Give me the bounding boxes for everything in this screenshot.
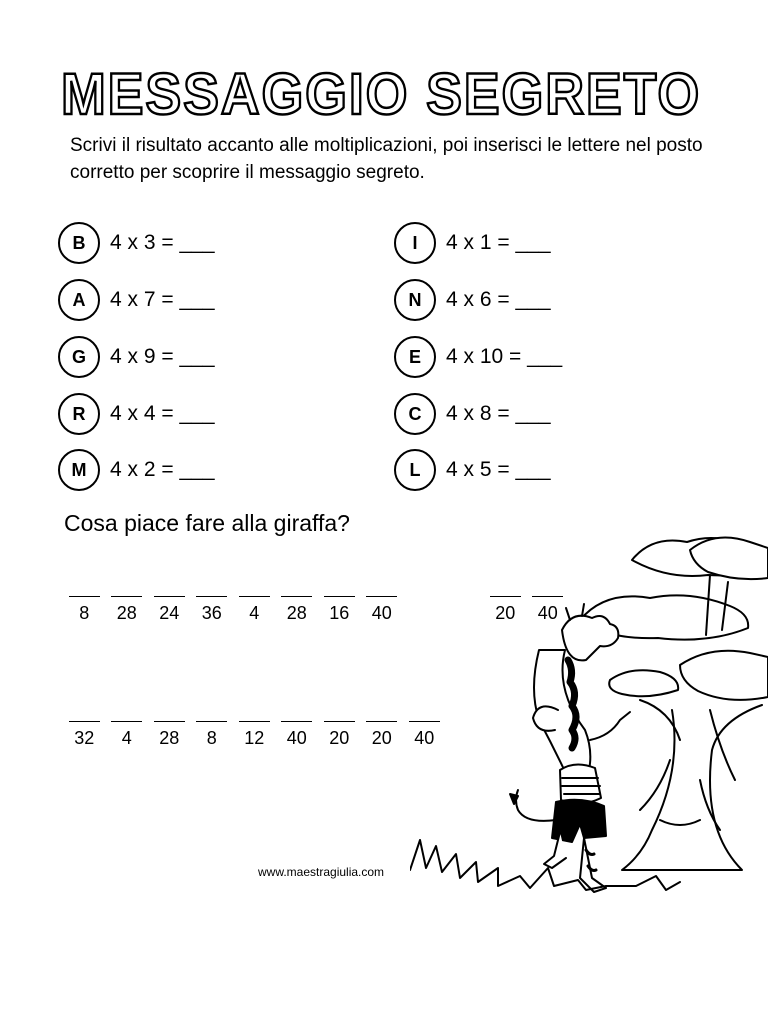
letter-slot[interactable]	[318, 721, 361, 749]
exercise-equation[interactable]: 4 x 3 = ___	[110, 231, 215, 254]
letter-circle: B	[58, 222, 100, 264]
slot-number: 28	[286, 603, 307, 623]
exercise-row	[394, 449, 551, 491]
letter-circle: G	[58, 336, 100, 378]
slot-number: 20	[495, 603, 516, 623]
exercise-equation[interactable]: 4 x 6 = ___	[446, 288, 551, 311]
exercise-row	[394, 222, 551, 264]
letter-slot[interactable]	[191, 596, 234, 624]
letter-slot[interactable]	[148, 596, 191, 624]
exercise-row	[394, 393, 551, 435]
giraffe-tree-illustration	[410, 520, 768, 900]
question-text: Cosa piace fare alla giraffa?	[64, 510, 350, 536]
slot-number: 28	[116, 603, 137, 623]
letter-slot[interactable]	[106, 721, 149, 749]
page-title	[56, 62, 706, 122]
giraffe-tree-icon	[410, 520, 768, 900]
letter-slot[interactable]	[276, 596, 319, 624]
slot-number: 40	[286, 728, 307, 748]
slot-number: 20	[329, 728, 350, 748]
exercise-row	[58, 222, 215, 264]
exercise-row	[58, 449, 215, 491]
svg-text:MESSAGGIO SEGRETO: MESSAGGIO SEGRETO	[61, 62, 701, 122]
exercise-equation[interactable]: 4 x 2 = ___	[110, 458, 215, 481]
slot-number: 8	[79, 603, 90, 623]
letter-slot[interactable]	[361, 721, 404, 749]
exercise-equation[interactable]: 4 x 7 = ___	[110, 288, 215, 311]
message-word-3	[63, 721, 446, 749]
slot-number: 16	[329, 603, 350, 623]
exercise-equation[interactable]: 4 x 10 = ___	[446, 345, 563, 368]
letter-circle: M	[58, 449, 100, 491]
letter-slot[interactable]	[63, 596, 106, 624]
letter-slot[interactable]	[191, 721, 234, 749]
slot-number: 20	[371, 728, 392, 748]
slot-number: 40	[414, 728, 435, 748]
slot-number: 32	[74, 728, 95, 748]
exercise-row	[58, 393, 215, 435]
letter-circle: A	[58, 279, 100, 321]
letter-circle: C	[394, 393, 436, 435]
exercise-equation[interactable]: 4 x 5 = ___	[446, 458, 551, 481]
letter-circle: N	[394, 279, 436, 321]
exercise-equation[interactable]: 4 x 9 = ___	[110, 345, 215, 368]
letter-slot[interactable]	[361, 596, 404, 624]
slot-number: 4	[249, 603, 260, 623]
letter-slot[interactable]	[233, 596, 276, 624]
slot-number: 4	[121, 728, 132, 748]
exercise-equation[interactable]: 4 x 4 = ___	[110, 402, 215, 425]
letter-slot[interactable]	[106, 596, 149, 624]
letter-slot[interactable]	[276, 721, 319, 749]
slot-number: 40	[537, 603, 558, 623]
letter-circle: I	[394, 222, 436, 264]
exercise-equation[interactable]: 4 x 1 = ___	[446, 231, 551, 254]
exercise-row	[394, 279, 551, 321]
message-word-1	[63, 596, 403, 624]
website-link[interactable]: www.maestragiulia.com	[258, 865, 385, 879]
exercise-row	[58, 279, 215, 321]
slot-number: 12	[244, 728, 265, 748]
letter-circle: L	[394, 449, 436, 491]
instructions-text: Scrivi il risultato accanto alle moltiplicazioni, poi inserisci le lettere nel posto corretto per scoprire il messaggio segreto.	[70, 135, 703, 183]
letter-slot[interactable]	[233, 721, 276, 749]
slot-number: 24	[159, 603, 180, 623]
slot-number: 40	[371, 603, 392, 623]
exercise-row	[394, 336, 562, 378]
slot-number: 36	[201, 603, 222, 623]
letter-circle: E	[394, 336, 436, 378]
exercise-equation[interactable]: 4 x 8 = ___	[446, 402, 551, 425]
letter-circle: R	[58, 393, 100, 435]
letter-slot[interactable]	[148, 721, 191, 749]
title-outline-text	[56, 62, 706, 122]
letter-slot[interactable]	[63, 721, 106, 749]
exercise-row	[58, 336, 215, 378]
letter-slot[interactable]	[318, 596, 361, 624]
slot-number: 8	[206, 728, 217, 748]
slot-number: 28	[159, 728, 180, 748]
